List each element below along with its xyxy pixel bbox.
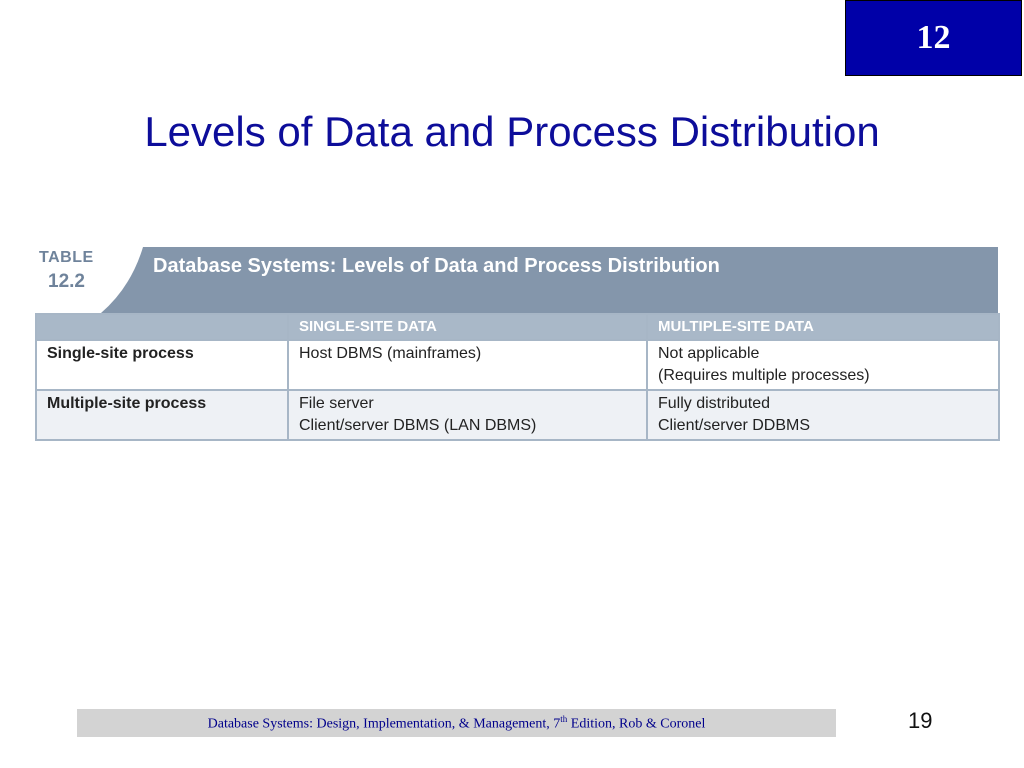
cell-multiple-site: [647, 390, 999, 440]
slide-title: Levels of Data and Process Distribution: [144, 108, 880, 155]
cell-line: Fully distributed: [658, 395, 771, 412]
table-grid: [35, 313, 1000, 441]
row-label: Single-site process: [36, 340, 288, 390]
chapter-number-box: [845, 0, 1022, 76]
cell-line: Client/server DDBMS: [658, 417, 811, 434]
cell-line: (Requires multiple processes): [658, 367, 870, 384]
column-header-empty: [36, 314, 288, 340]
row-label: Multiple-site process: [36, 390, 288, 440]
table-heading: Database Systems: Levels of Data and Process Distribution: [153, 255, 720, 277]
footer-citation: [208, 714, 706, 733]
table-row: [36, 340, 999, 390]
footer-bar: [77, 709, 836, 737]
cell-multiple-site: [647, 340, 999, 390]
cell-line: File server: [299, 395, 374, 412]
table-tab-number: 12.2: [48, 271, 85, 292]
table-row: [36, 390, 999, 440]
cell-single-site: [288, 390, 647, 440]
column-header-single-site-data: SINGLE-SITE DATA: [288, 314, 647, 340]
footer-superscript: th: [560, 713, 568, 724]
cell-line: Client/server DBMS (LAN DBMS): [299, 417, 537, 434]
page-number: 19: [908, 708, 933, 733]
column-header-multiple-site-data: MULTIPLE-SITE DATA: [647, 314, 999, 340]
cell-line: Host DBMS (mainframes): [299, 345, 482, 362]
column-header-row: [36, 314, 999, 340]
footer-text-end: Edition, Rob & Coronel: [567, 716, 706, 732]
chapter-number: 12: [916, 19, 951, 56]
footer-text-main: Database Systems: Design, Implementation, & Management, 7: [207, 716, 561, 732]
distribution-table: [35, 247, 998, 441]
cell-line: Not applicable: [658, 345, 760, 362]
table-header-band: [35, 247, 998, 313]
table-tab-label: TABLE: [39, 249, 94, 266]
cell-single-site: [288, 340, 647, 390]
